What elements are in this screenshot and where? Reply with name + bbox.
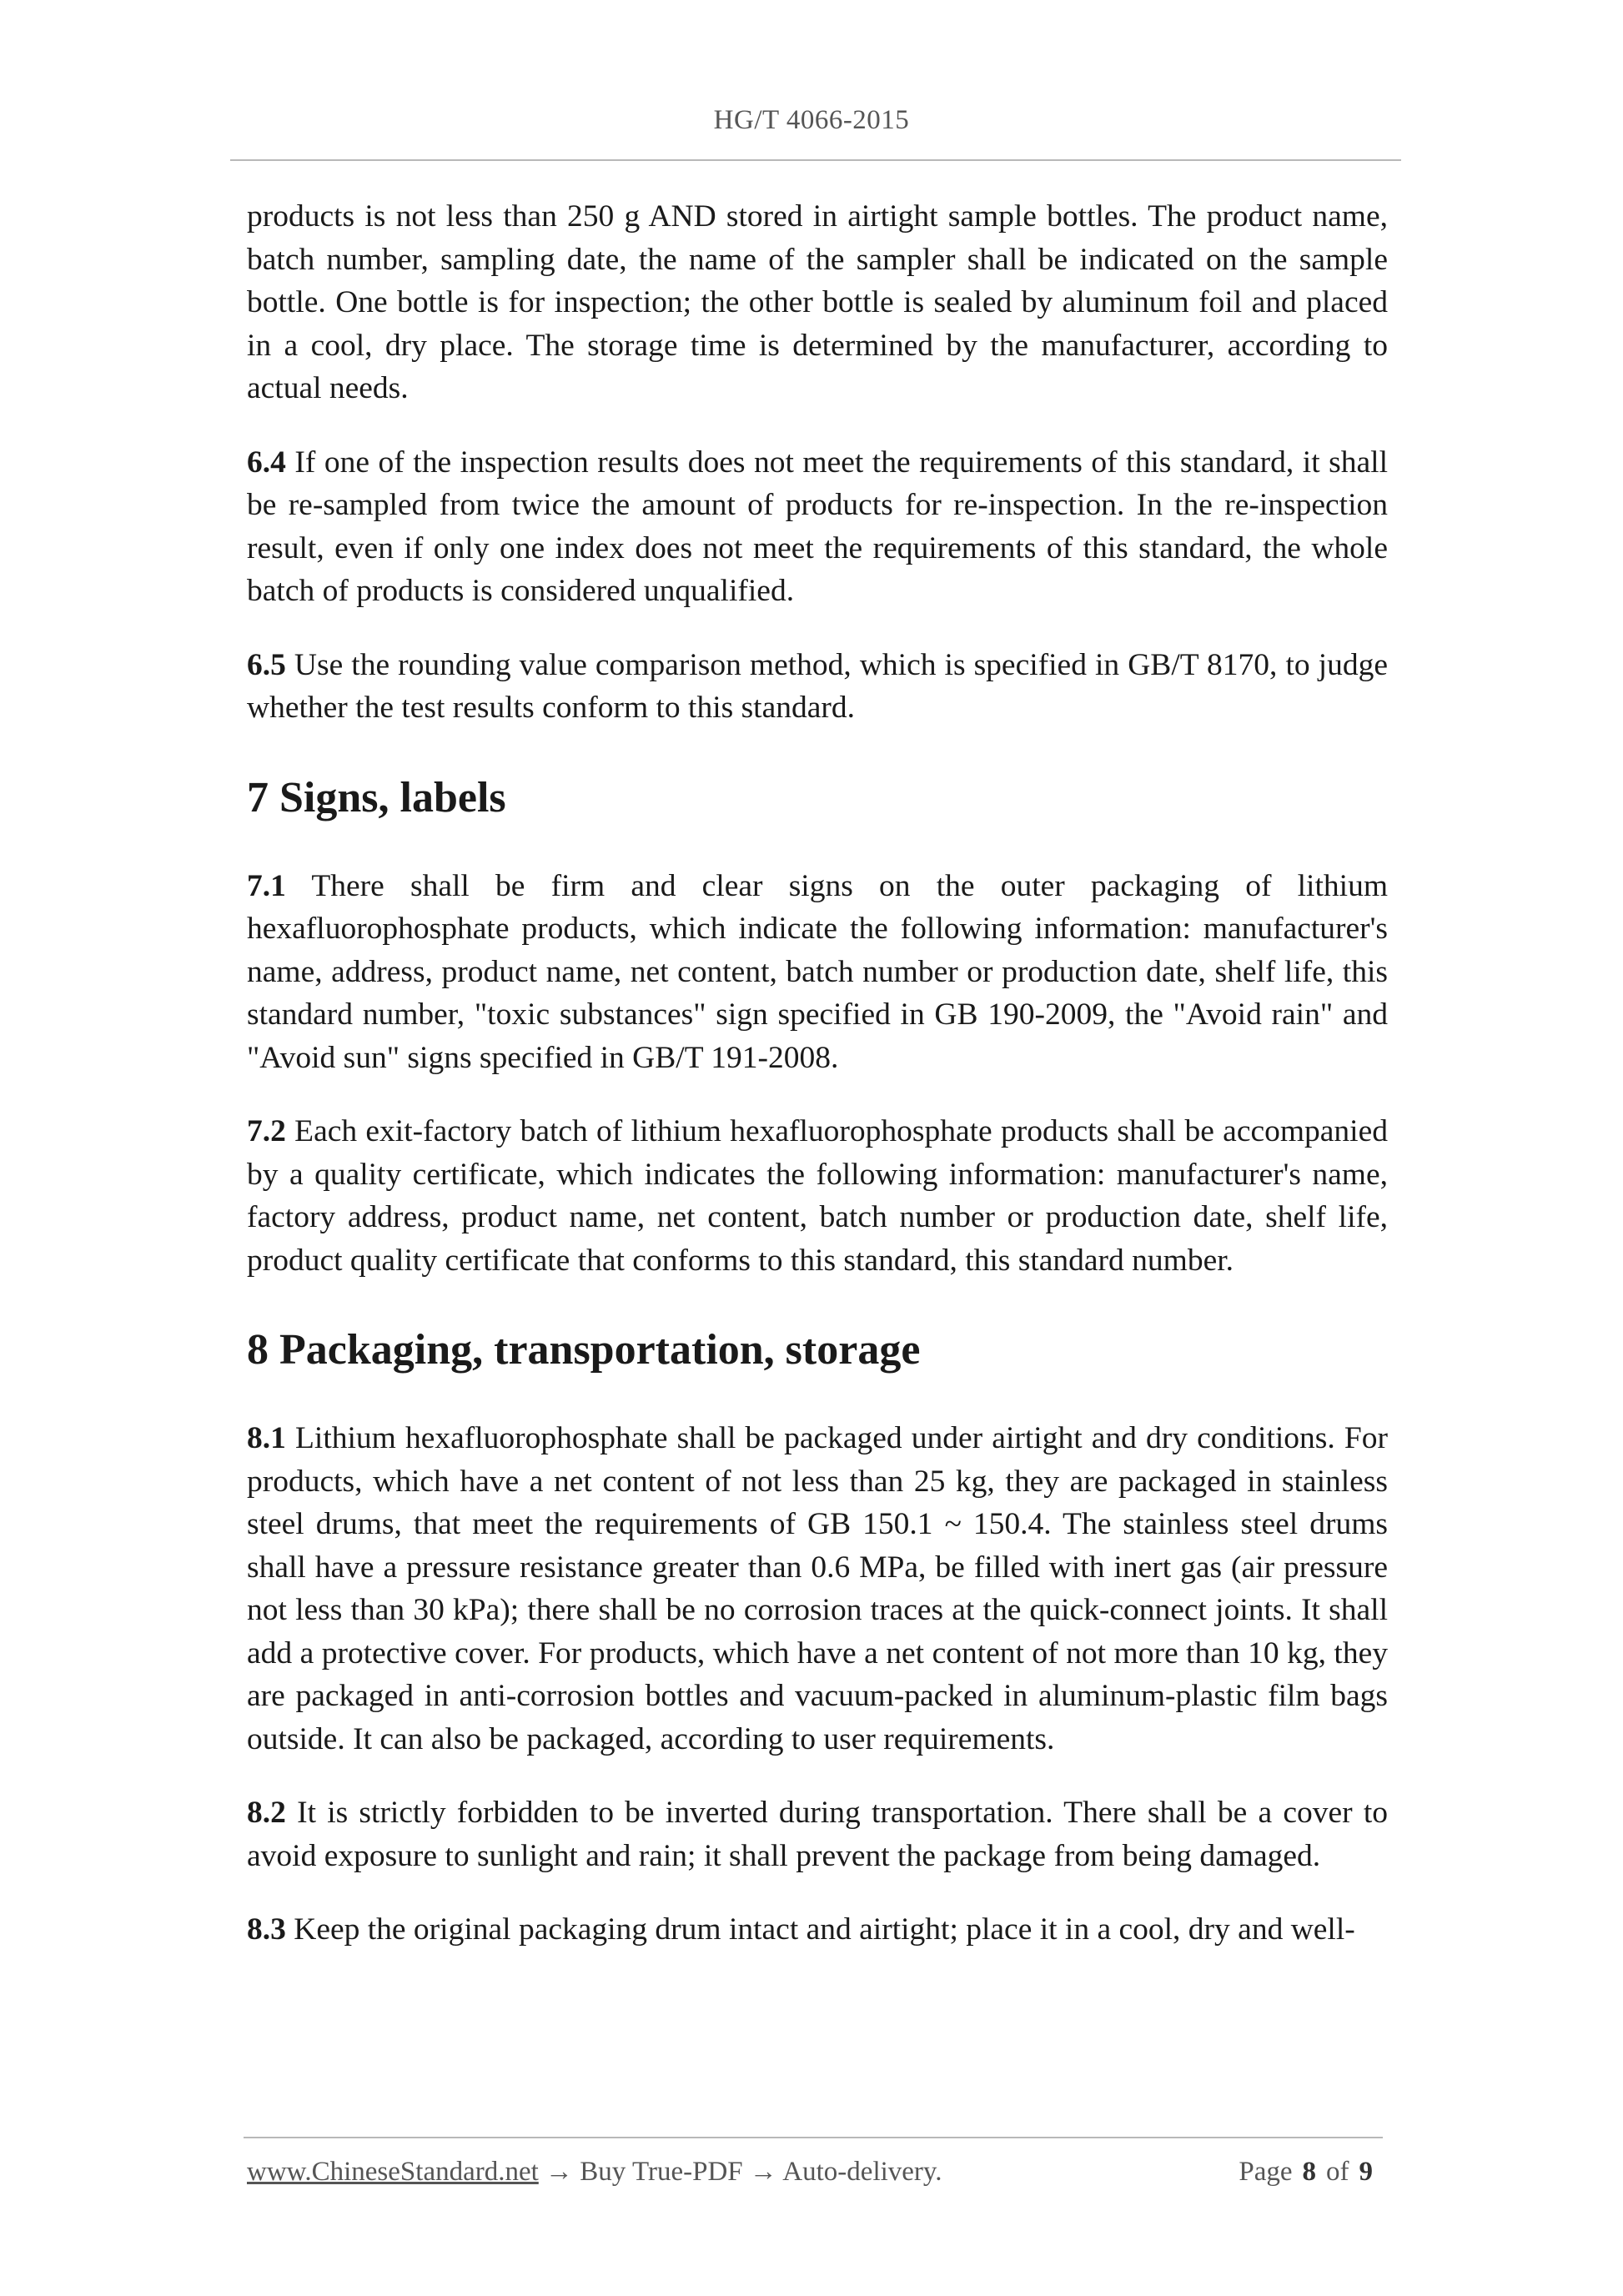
clause-8-2 [247, 1791, 1388, 1877]
clause-number: 8.2 [247, 1796, 286, 1830]
clause-number: 7.1 [247, 868, 286, 903]
page-header-title: HG/T 4066-2015 [713, 105, 910, 135]
page-number [1239, 2157, 1383, 2188]
clause-number: 6.4 [247, 445, 286, 480]
clause-8-1 [247, 1417, 1388, 1761]
clause-number: 8.1 [247, 1421, 286, 1455]
clause-text: It is strictly forbidden to be inverted during transportation. There shall be a cover to avoid exposure to sunlight and rain; it shall prevent the package from being damaged. [247, 1796, 1388, 1873]
paragraph-text: products is not less than 250 g AND stored in airtight sample bottles. The product name, batch number, sampling date, the name of the sampler shall be indicated on the sample bottle. One bottle is for inspection; the other bottle is sealed by aluminum foil and placed in a cool, dry place. The storage time is determined by the manufacturer, according to actual needs. [247, 199, 1388, 405]
footer-divider [244, 2137, 1383, 2138]
clause-8-3 [247, 1908, 1388, 1952]
document-body [247, 195, 1388, 1982]
clause-7-1 [247, 865, 1388, 1080]
clause-number: 8.3 [247, 1912, 286, 1947]
paragraph-continued [247, 195, 1388, 410]
footer-promo [247, 2157, 942, 2188]
page-current: 8 [1302, 2157, 1316, 2187]
section-heading-8: 8 Packaging, transportation, storage [247, 1326, 921, 1374]
clause-6-4 [247, 441, 1388, 613]
clause-text: If one of the inspection results does not meet the requirements of this standard, it shall be re-sampled from twice the amount of products for re-inspection. In the re-inspection result, even if only one index does not meet the requirements of this standard, the whole batch of products is considered unqualified. [247, 445, 1388, 608]
clause-text: Use the rounding value comparison method, which is specified in GB/T 8170, to judge whether the test results conform to this standard. [247, 647, 1388, 725]
footer-promo-text: → Buy True-PDF → Auto-delivery. [538, 2157, 942, 2187]
page-footer [247, 2157, 1383, 2188]
page-of-label: of [1326, 2157, 1349, 2187]
website-link[interactable]: www.ChineseStandard.net [247, 2157, 539, 2187]
section-heading-7: 7 Signs, labels [247, 773, 506, 821]
clause-text: Lithium hexafluorophosphate shall be packaged under airtight and dry conditions. For products, which have a net content of not less than 25 kg, they are packaged in stainless steel drums, that meet the requirements of GB 150.1 ~ 150.4. The stainless steel drums shall have a pressure resistance greater than 0.6 MPa, be filled with inert gas (air pressure not less than 30 kPa); there shall be no corrosion traces at the quick-connect joints. It shall add a protective cover. For products, which have a net content of not more than 10 kg, they are packaged in anti-corrosion bottles and vacuum-packed in aluminum-plastic film bags outside. It can also be packaged, according to user requirements. [247, 1421, 1388, 1756]
clause-number: 6.5 [247, 647, 286, 682]
clause-text: There shall be firm and clear signs on the outer packaging of lithium hexafluorophosphate products, which indicate the following information: manufacturer's name, address, product name, net content, batch number or production date, shelf life, this standard number, "toxic substances" sign specified in GB 190-2009, the "Avoid rain" and "Avoid sun" signs specified in GB/T 191-2008. [247, 868, 1388, 1075]
header-divider [230, 159, 1401, 161]
page-label: Page [1239, 2157, 1293, 2187]
clause-text: Keep the original packaging drum intact and airtight; place it in a cool, dry and well- [285, 1912, 1355, 1947]
clause-text: Each exit-factory batch of lithium hexafluorophosphate products shall be accompanied by a quality certificate, which indicates the following information: manufacturer's name, factory address, product name, net content, batch number or production date, shelf life, product quality certificate that conforms to this standard, this standard number. [247, 1114, 1388, 1278]
page-total: 9 [1359, 2157, 1373, 2187]
clause-number: 7.2 [247, 1114, 286, 1148]
clause-7-2 [247, 1110, 1388, 1282]
clause-6-5 [247, 644, 1388, 730]
